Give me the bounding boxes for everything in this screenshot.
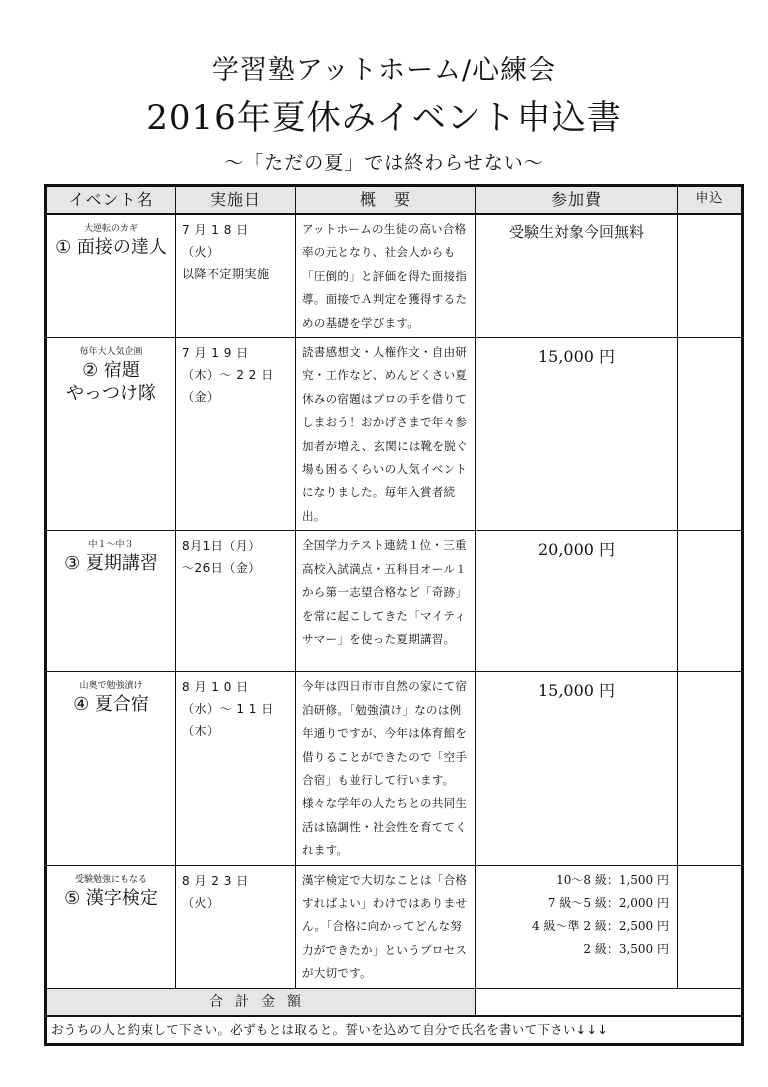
summary-cell: 読書感想文・人権作文・自由研究・工作など、めんどくさい夏休みの宿題はプロの手を借りてしまおう！おかげさまで年々参加者が増え、玄関には靴を脱ぐ場も困るくらいの人気イベントになりました。毎年入賞者続出。 <box>296 338 476 531</box>
header-date: 実施日 <box>176 186 296 215</box>
form-title: 2016年夏休みイベント申込書 <box>146 98 622 138</box>
event-tagline: 山奥で勉強漬け <box>79 681 143 692</box>
summary-cell: 全国学力テスト連続１位・三重高校入試満点・五科目オール１から第一志望合格など「奇跡」を常に起こしてきた「マイティサマー」を使った夏期講習。 <box>296 531 476 672</box>
event-tagline: 中１～中３ <box>88 540 134 551</box>
event-tagline: 大逆転のカギ <box>83 224 138 234</box>
event-cell <box>46 214 176 338</box>
apply-checkbox-cell[interactable] <box>678 865 743 988</box>
header-summary: 概 要 <box>296 186 476 215</box>
apply-checkbox-cell[interactable] <box>678 214 743 338</box>
event-name: ⑤ 漢字検定 <box>64 887 158 909</box>
application-table <box>44 184 744 1046</box>
date-line: 8月1日（月） <box>182 539 261 554</box>
note-row <box>46 1016 743 1045</box>
date-cell <box>176 672 296 865</box>
event-tagline: 毎年大人気企画 <box>79 347 143 358</box>
fee-cell <box>476 865 678 988</box>
date-line: （火） <box>182 895 220 910</box>
header-apply: 申込 <box>678 186 743 215</box>
form-subtitle: ～「ただの夏」では終わらせない～ <box>224 152 544 174</box>
date-cell <box>176 531 296 672</box>
header-event-name: イベント名 <box>46 186 176 215</box>
date-line: 以降不定期実施 <box>182 267 270 281</box>
table-row <box>46 338 743 531</box>
apply-checkbox-cell[interactable] <box>678 672 743 865</box>
table-row <box>46 214 743 338</box>
fee-tier: 2 級：3,500 円 <box>583 941 669 956</box>
table-row <box>46 531 743 672</box>
date-line: ～26日（金） <box>182 561 261 576</box>
total-label: 合計金額 <box>46 988 476 1016</box>
total-row <box>46 988 743 1016</box>
table-header-row <box>46 186 743 215</box>
date-line: （木）～ 2 2 日 <box>182 368 274 383</box>
date-line: 8 月 1 0 日 <box>182 680 249 695</box>
date-cell <box>176 214 296 338</box>
event-name: ① 面接の達人 <box>55 237 167 258</box>
date-line: （金） <box>182 390 220 405</box>
date-line: （木） <box>182 724 220 739</box>
date-line: （火） <box>182 245 220 259</box>
fee-tier: 7 級～5 級：2,000 円 <box>547 895 669 910</box>
fee-cell: 15,000 円 <box>476 338 678 531</box>
signature-note: おうちの人と約束して下さい。必ずもとは取ると。誓いを込めて自分で氏名を書いて下さい↓↓↓ <box>46 1016 743 1045</box>
event-tagline: 受験勉強にもなる <box>74 874 147 885</box>
fee-tier: 10～8 級：1,500 円 <box>556 872 669 887</box>
table-row <box>46 672 743 865</box>
fee-tier: 4 級～準 2 級：2,500 円 <box>532 918 669 933</box>
summary-cell: 今年は四日市市自然の家にて宿泊研修。「勉強漬け」なのは例年通りですが、今年は体育館を借りることができたので「空手合宿」も並行して行います。様々な学年の人たちとの共同生活は協調性・社会性を育ててくれます。 <box>296 672 476 865</box>
date-cell <box>176 338 296 531</box>
fee-cell: 受験生対象今回無料 <box>476 214 678 338</box>
header-fee: 参加費 <box>476 186 678 215</box>
total-amount-field[interactable] <box>476 988 743 1016</box>
date-line: （水）～ 1 1 日 <box>182 702 274 717</box>
date-cell <box>176 865 296 988</box>
event-name: ③ 夏期講習 <box>64 553 158 575</box>
fee-cell: 15,000 円 <box>476 672 678 865</box>
summary-cell: アットホームの生徒の高い合格率の元となり、社会人からも「圧倒的」と評価を得た面接指導。面接でＡ判定を獲得するための基礎を学びます。 <box>296 214 476 338</box>
date-line: 7 月 1 8 日 <box>182 223 249 237</box>
apply-checkbox-cell[interactable] <box>678 338 743 531</box>
date-line: 7 月 1 9 日 <box>182 346 249 361</box>
event-cell <box>46 672 176 865</box>
fee-cell: 20,000 円 <box>476 531 678 672</box>
organization-name: 学習塾アットホーム/心練会 <box>211 55 557 86</box>
event-name: ② 宿題 やっつけ隊 <box>66 360 156 405</box>
event-cell <box>46 531 176 672</box>
event-cell <box>46 338 176 531</box>
event-name: ④ 夏合宿 <box>73 694 149 716</box>
apply-checkbox-cell[interactable] <box>678 531 743 672</box>
event-cell <box>46 865 176 988</box>
date-line: 8 月 2 3 日 <box>182 873 249 888</box>
summary-cell: 漢字検定で大切なことは「合格すればよい」わけではありません。「合格に向かってどんな努力ができたか」というプロセスが大切です。 <box>296 865 476 988</box>
table-row <box>46 865 743 988</box>
